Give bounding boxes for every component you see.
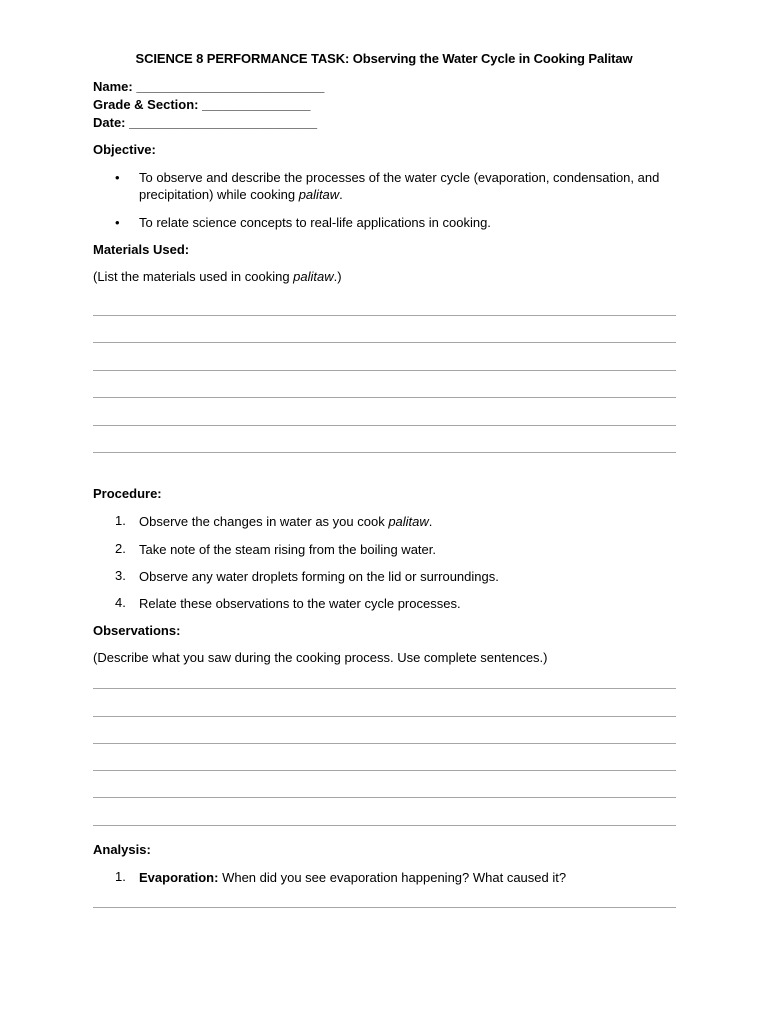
materials-answer-line[interactable]	[93, 452, 676, 453]
observations-answer-line[interactable]	[93, 770, 676, 771]
procedure-step-3: Observe any water droplets forming on the lid or surroundings.	[139, 569, 499, 584]
observations-answer-line[interactable]	[93, 716, 676, 717]
observations-answer-line[interactable]	[93, 688, 676, 689]
procedure-step-number: 1.	[115, 513, 126, 528]
observations-instruction: (Describe what you saw during the cooking process. Use complete sentences.)	[93, 650, 548, 665]
materials-answer-line[interactable]	[93, 315, 676, 316]
bullet-icon: •	[115, 170, 120, 185]
observations-answer-line[interactable]	[93, 797, 676, 798]
analysis-question-1: Evaporation: When did you see evaporation happening? What caused it?	[139, 870, 567, 885]
procedure-step-1: Observe the changes in water as you cook palitaw.	[139, 514, 433, 529]
materials-answer-line[interactable]	[93, 397, 676, 398]
analysis-heading: Analysis:	[93, 842, 151, 857]
materials-answer-line[interactable]	[93, 425, 676, 426]
name-field[interactable]: Name: __________________________	[93, 79, 325, 94]
procedure-step-number: 4.	[115, 595, 126, 610]
grade-section-field[interactable]: Grade & Section: _______________	[93, 97, 311, 112]
observations-answer-line[interactable]	[93, 743, 676, 744]
analysis-question-number: 1.	[115, 869, 126, 884]
materials-heading: Materials Used:	[93, 242, 190, 257]
bullet-icon: •	[115, 215, 120, 230]
procedure-step-number: 2.	[115, 541, 126, 556]
procedure-step-2: Take note of the steam rising from the boiling water.	[139, 542, 436, 557]
materials-answer-line[interactable]	[93, 342, 676, 343]
procedure-step-4: Relate these observations to the water cycle processes.	[139, 596, 461, 611]
objective-item-2: To relate science concepts to real-life applications in cooking.	[139, 215, 491, 230]
page-title: SCIENCE 8 PERFORMANCE TASK: Observing the Water Cycle in Cooking Palitaw	[135, 51, 633, 66]
materials-instruction: (List the materials used in cooking palitaw.)	[93, 269, 342, 284]
procedure-step-number: 3.	[115, 568, 126, 583]
objective-item-1: To observe and describe the processes of the water cycle (evaporation, condensation, and precipitation) while cooking palitaw.	[139, 170, 660, 202]
observations-heading: Observations:	[93, 623, 181, 638]
date-field[interactable]: Date: __________________________	[93, 115, 318, 130]
procedure-heading: Procedure:	[93, 486, 162, 501]
observations-answer-line[interactable]	[93, 825, 676, 826]
materials-answer-line[interactable]	[93, 370, 676, 371]
objective-heading: Objective:	[93, 142, 156, 157]
analysis-answer-line[interactable]	[93, 907, 676, 908]
